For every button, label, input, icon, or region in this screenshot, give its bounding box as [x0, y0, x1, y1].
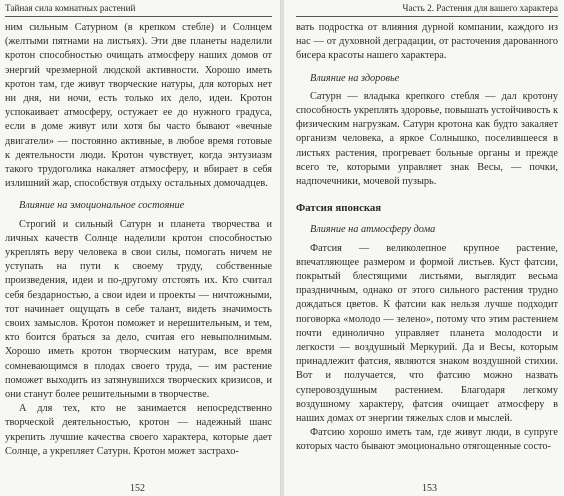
paragraph: вать подростка от влияния дурной компании, каждого из нас — от духовной деградации, от расточения дарованного бисера красоты нашего характера.: [296, 22, 558, 62]
paragraph: Сатурн — владыка крепкого стебля — дал кротону способность укреплять здоровье, повышать устойчивость к физическим нагрузкам. Сатурн кротона как будто закаляет организм человека, а яркое Солнышко, поселившееся в листьях растения, прогревает больные органы и прежде всего те, которыми управляет знак Весы, — почки, надпочечники, мочевой пузырь.: [296, 90, 558, 188]
paragraph: ним сильным Сатурном (в крепком стебле) и Солнцем (желтыми пятнами на листьях). Эти две планеты наделили кротон способностью очищать атмосферу наших домов от энергий чрезмерной людской активности. Хорошо иметь кротон там, где живут творческие натуры, для которых нет ни дня, ни ночи, есть только их дело, идеи. Кротон успокаивает атмосферу, остужает ее до нужного градуса, если в доме живут или хотя бы часто бывают «вечные двигатели» — постоянно активные, в любое время готовые к деятельности люди. Кротон чувствует, когда энтузиазм такого трудоголика накаляет атмосферу, и вбирает в себя излишний жар, способствуя отдыху остальных домочадцев.: [5, 22, 272, 190]
paragraph: Фатсию хорошо иметь там, где живут люди, в супруге которых часто бывают эмоционально отягощенные состо-: [296, 427, 558, 453]
right-page: [284, 0, 564, 496]
header-rule: [296, 16, 558, 17]
section-heading: Фатсия японская: [296, 202, 382, 215]
header-rule: [5, 16, 272, 17]
subheading: Влияние на атмосферу дома: [310, 224, 436, 236]
running-header: Часть 2. Растения для вашего характера: [402, 3, 558, 13]
paragraph: Строгий и сильный Сатурн и планета творчества и личных качеств Солнце наделили кротон способностью укреплять веру человека в свои силы, помогать ничем не уступать на пути к своему труду, собственные произведения, идеи и по-другому отстоять их. Кто считал себя бездарностью, а свои идеи и проекты — ничтожными, тот начинает ощущать в себе талант, видеть значимость своих замыслов. Кротон поможет и нерешительным, и тем, кто боится браться за дело, считая его невыполнимым. Хорошо иметь кротон творческим натурам, все время сомневающимся в плодах своего труда, — им растение поможет выходить из затянувшихся творческих кризисов, и они станут более решительными в творчестве.: [5, 218, 272, 401]
paragraph: Фатсия — великолепное крупное растение, впечатляющее размером и формой листьев. Куст фатсии, покрытый блестящими листьями, выглядит весьма праздничным, однако от этого сильного растения трудно дождаться цветов. К фатсии как нельзя лучше подходит поговорка «молодо — зелено», потому что этим растением почти единолично управляет планета молодости и легкости — воздушный Меркурий. Да и Весы, которым принадлежит фатсия, являются знаком воздушной стихии. Вот и получается, что фатсию можно назвать суперовоздушным растением. Благодаря легкому воздушному характеру, фатсия очищает атмосферу в наших домах от энергии тяжелых слов и мыслей.: [296, 242, 558, 425]
page-body: [5, 21, 272, 459]
page-number: 153: [422, 483, 437, 494]
left-page: [0, 0, 280, 496]
subheading: Влияние на эмоциональное состояние: [19, 200, 185, 212]
page-number: 152: [130, 483, 145, 494]
running-header: Тайная сила комнатных растений: [5, 3, 136, 13]
subheading: Влияние на здоровье: [310, 72, 400, 84]
paragraph: А для тех, кто не занимается непосредственно творческой деятельностью, кротон — надежный шанс укрепить лучшие качества своего характера, которые дает Солнце, а укрепляет Сатурн. Кротон может застрахо-: [5, 403, 272, 457]
page-body: [296, 21, 558, 455]
